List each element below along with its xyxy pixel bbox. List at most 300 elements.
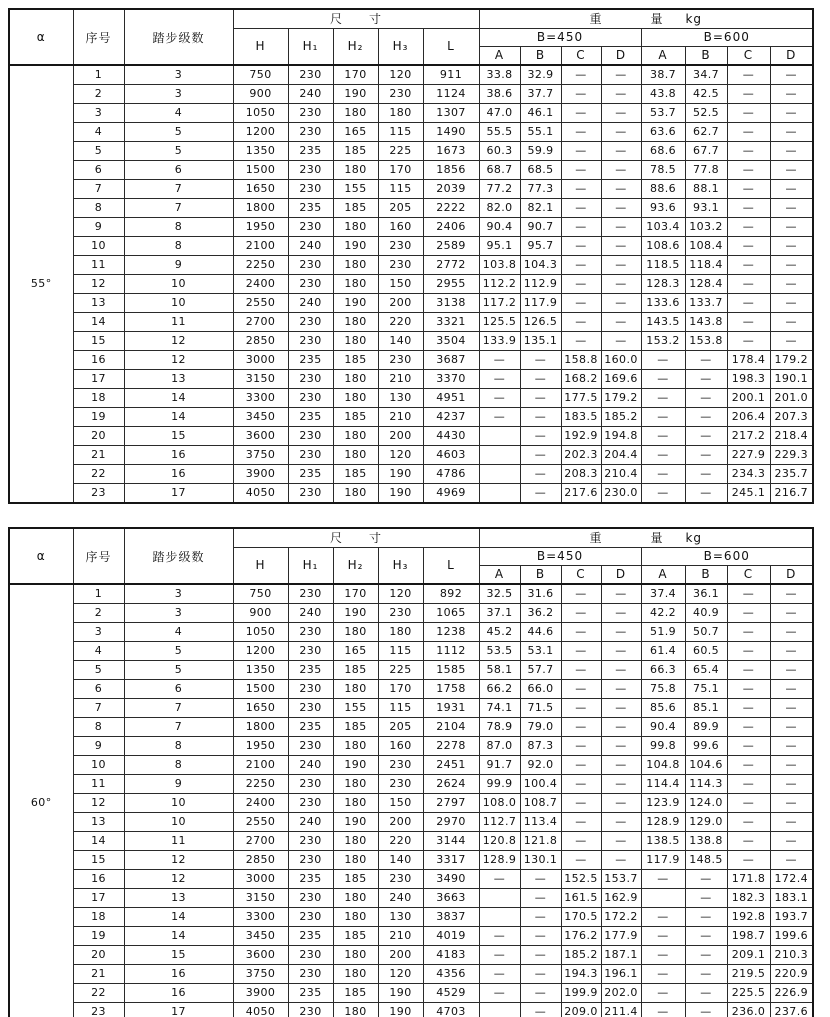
table-cell: 82.0 [479, 199, 520, 218]
header-col-d-450: D [601, 565, 641, 584]
table-cell: 185 [333, 718, 378, 737]
table-cell: 11 [124, 832, 233, 851]
table-cell: — [561, 604, 601, 623]
table-cell: — [479, 965, 520, 984]
table-cell: 230 [288, 370, 333, 389]
table-cell: — [641, 427, 685, 446]
table-cell: 5 [124, 123, 233, 142]
table-cell: — [479, 351, 520, 370]
table-cell: 230 [288, 889, 333, 908]
table-cell: — [685, 1003, 727, 1017]
header-dimensions [233, 528, 479, 547]
table-cell: 66.2 [479, 680, 520, 699]
table-cell: 1 [73, 65, 124, 85]
table-cell: 900 [233, 85, 288, 104]
weight-title-part: 量 [650, 531, 664, 546]
table-cell: 230 [288, 908, 333, 927]
table-cell: 2039 [423, 180, 479, 199]
table-cell: 190 [333, 237, 378, 256]
table-cell: 68.6 [641, 142, 685, 161]
table-cell: — [727, 775, 770, 794]
table-cell: 3 [124, 65, 233, 85]
table-cell: 3900 [233, 984, 288, 1003]
table-cell: 235.7 [770, 465, 813, 484]
table-cell: — [561, 623, 601, 642]
table-cell: 123.9 [641, 794, 685, 813]
table-cell: 750 [233, 584, 288, 604]
table-cell: 200 [378, 813, 423, 832]
weight-title-part: 量 [650, 12, 664, 27]
table-cell: 6 [124, 161, 233, 180]
table-cell: — [770, 813, 813, 832]
table-cell: — [520, 1003, 561, 1017]
table-cell: 16 [124, 465, 233, 484]
table-cell: 194.3 [561, 965, 601, 984]
table-cell: 230 [288, 427, 333, 446]
table-cell: — [727, 313, 770, 332]
table-cell: 185.2 [561, 946, 601, 965]
header-col-a-600: A [641, 565, 685, 584]
table-cell: 82.1 [520, 199, 561, 218]
table-cell: — [727, 123, 770, 142]
header-serial-number: 序号 [73, 528, 124, 584]
table-cell: — [727, 642, 770, 661]
table-cell: 1050 [233, 104, 288, 123]
table-cell: — [685, 446, 727, 465]
table-cell: — [561, 104, 601, 123]
table-cell: 91.7 [479, 756, 520, 775]
table-cell: 55.5 [479, 123, 520, 142]
table-cell: — [770, 661, 813, 680]
header-alpha: α [9, 528, 73, 584]
table-cell: 3138 [423, 294, 479, 313]
table-cell: 16 [124, 965, 233, 984]
table-row [9, 680, 813, 699]
table-cell: 199.9 [561, 984, 601, 1003]
table-cell: 34.7 [685, 65, 727, 85]
table-cell: 31.6 [520, 584, 561, 604]
table-row [9, 927, 813, 946]
table-cell: — [520, 984, 561, 1003]
table-cell: 230 [288, 275, 333, 294]
table-cell: 1124 [423, 85, 479, 104]
table-cell: 190 [378, 1003, 423, 1017]
table-cell: 2100 [233, 237, 288, 256]
table-cell: 185 [333, 351, 378, 370]
table-cell: 4 [73, 123, 124, 142]
header-b450: B=450 [479, 547, 641, 565]
table-cell: 3 [124, 584, 233, 604]
table-row [9, 699, 813, 718]
table-cell: 4019 [423, 927, 479, 946]
table-cell: 133.9 [479, 332, 520, 351]
table-row [9, 718, 813, 737]
table-cell: 8 [124, 237, 233, 256]
table-cell: 7 [124, 180, 233, 199]
table-cell: — [561, 332, 601, 351]
table-cell: — [727, 737, 770, 756]
table-cell: 169.6 [601, 370, 641, 389]
table-cell: 113.4 [520, 813, 561, 832]
table-cell: — [561, 218, 601, 237]
table-cell: 180 [333, 889, 378, 908]
table-cell: 4951 [423, 389, 479, 408]
table-cell: 230 [288, 256, 333, 275]
table-cell: 230 [378, 85, 423, 104]
table-cell: 230 [288, 946, 333, 965]
table-cell: — [770, 832, 813, 851]
table-cell: 20 [73, 946, 124, 965]
table-cell: 112.9 [520, 275, 561, 294]
table-cell: 4703 [423, 1003, 479, 1017]
table-cell: 180 [333, 161, 378, 180]
table-cell: 99.6 [685, 737, 727, 756]
table-cell: 161.5 [561, 889, 601, 908]
table-row [9, 946, 813, 965]
table-cell: 230 [288, 1003, 333, 1017]
table-cell: — [727, 832, 770, 851]
table-cell: 128.9 [479, 851, 520, 870]
table-cell: 198.7 [727, 927, 770, 946]
table-cell: 12 [124, 351, 233, 370]
table-cell: 179.2 [601, 389, 641, 408]
table-cell: 2451 [423, 756, 479, 775]
table-cell: — [727, 584, 770, 604]
table-cell: 1238 [423, 623, 479, 642]
table-cell: 128.4 [685, 275, 727, 294]
header-dim-h: H [233, 547, 288, 584]
table-cell: 230 [288, 313, 333, 332]
table-cell: 104.8 [641, 756, 685, 775]
table-cell: 21 [73, 446, 124, 465]
table-cell: — [727, 85, 770, 104]
table-cell: 180 [333, 389, 378, 408]
table-cell: 153.7 [601, 870, 641, 889]
table-cell: 118.4 [685, 256, 727, 275]
table-cell: 1350 [233, 661, 288, 680]
header-b600: B=600 [641, 547, 813, 565]
table-row [9, 142, 813, 161]
table-cell: 18 [73, 908, 124, 927]
dimensions-title-char: 尺 [329, 12, 343, 27]
table-cell: 115 [378, 180, 423, 199]
table-cell: 172.4 [770, 870, 813, 889]
table-cell: 235 [288, 984, 333, 1003]
table-cell: — [685, 370, 727, 389]
table-cell: — [727, 332, 770, 351]
table-cell: 103.4 [641, 218, 685, 237]
table-cell: 202.0 [601, 984, 641, 1003]
table-cell: — [601, 584, 641, 604]
table-cell: 51.9 [641, 623, 685, 642]
table-row [9, 389, 813, 408]
table-cell: 65.4 [685, 661, 727, 680]
table-cell: 11 [124, 313, 233, 332]
table-cell: 177.9 [601, 927, 641, 946]
table-cell: 171.8 [727, 870, 770, 889]
table-row [9, 851, 813, 870]
table-cell: 160 [378, 218, 423, 237]
table-cell: 230 [288, 180, 333, 199]
table-cell: 135.1 [520, 332, 561, 351]
table-cell: 230 [288, 794, 333, 813]
table-row [9, 256, 813, 275]
table-cell: — [561, 180, 601, 199]
table-cell: — [770, 680, 813, 699]
table-cell: 12 [73, 794, 124, 813]
table-cell: 217.2 [727, 427, 770, 446]
table-cell: — [641, 908, 685, 927]
table-cell: 36.1 [685, 584, 727, 604]
table-cell: — [641, 870, 685, 889]
header-col-b-600: B [685, 46, 727, 65]
table-cell: 200 [378, 294, 423, 313]
table-cell: 5 [73, 661, 124, 680]
table-cell: 75.8 [641, 680, 685, 699]
table-cell: — [601, 275, 641, 294]
table-cell: — [479, 408, 520, 427]
table-cell: 3321 [423, 313, 479, 332]
table-cell: 8 [124, 756, 233, 775]
table-cell: 180 [333, 313, 378, 332]
table-cell: 140 [378, 332, 423, 351]
table-cell: 230 [288, 446, 333, 465]
table-cell: 47.0 [479, 104, 520, 123]
table-cell: 3 [73, 623, 124, 642]
table-cell: 15 [73, 851, 124, 870]
table-cell: 180 [333, 446, 378, 465]
table-cell: 230 [378, 256, 423, 275]
table-cell: 165 [333, 642, 378, 661]
table-cell: 240 [288, 294, 333, 313]
table-cell: 2850 [233, 332, 288, 351]
table-cell: — [685, 889, 727, 908]
table-cell: — [601, 756, 641, 775]
table-cell: — [770, 851, 813, 870]
table-cell: 99.8 [641, 737, 685, 756]
table-cell: 59.9 [520, 142, 561, 161]
table-cell: 200 [378, 427, 423, 446]
table-cell: 38.6 [479, 85, 520, 104]
table-cell: 90.4 [479, 218, 520, 237]
table-cell: 20 [73, 427, 124, 446]
table-cell: — [601, 661, 641, 680]
table-cell: — [561, 294, 601, 313]
table-cell: 230 [288, 737, 333, 756]
table-cell: — [641, 965, 685, 984]
table-cell: — [520, 465, 561, 484]
table-cell: 133.6 [641, 294, 685, 313]
table-cell: 162.9 [601, 889, 641, 908]
table-cell: 230 [378, 351, 423, 370]
table-cell: — [561, 737, 601, 756]
table-cell: 180 [333, 104, 378, 123]
table-cell: 77.3 [520, 180, 561, 199]
table-cell: 6 [124, 680, 233, 699]
table-cell: 183.5 [561, 408, 601, 427]
table-cell: 4 [124, 623, 233, 642]
table-cell: 3 [73, 104, 124, 123]
table-cell [479, 1003, 520, 1017]
table-cell: 182.3 [727, 889, 770, 908]
table-cell: 77.8 [685, 161, 727, 180]
table-cell: — [601, 256, 641, 275]
table-cell: 180 [378, 623, 423, 642]
table-cell: 230 [378, 237, 423, 256]
table-cell: 158.8 [561, 351, 601, 370]
header-dim-h: H [233, 28, 288, 65]
table-cell: 103.2 [685, 218, 727, 237]
table-cell: 108.4 [685, 237, 727, 256]
table-cell: 90.4 [641, 718, 685, 737]
table-cell [479, 427, 520, 446]
table-cell: 2250 [233, 256, 288, 275]
table-cell: 79.0 [520, 718, 561, 737]
table-cell: 230 [288, 65, 333, 85]
table-cell: 230 [288, 680, 333, 699]
table-cell: 217.6 [561, 484, 601, 504]
table-cell: — [601, 332, 641, 351]
table-cell: 88.1 [685, 180, 727, 199]
alpha-value: 60° [9, 584, 73, 1017]
table-cell: 2850 [233, 851, 288, 870]
weight-title-part: kg [685, 530, 703, 545]
table-cell: 1500 [233, 161, 288, 180]
table-cell: 190 [333, 813, 378, 832]
table-cell: 3300 [233, 389, 288, 408]
table-row [9, 351, 813, 370]
table-cell: 2550 [233, 294, 288, 313]
header-col-a-600: A [641, 46, 685, 65]
table-row [9, 65, 813, 85]
table-cell [641, 889, 685, 908]
table-cell: 172.2 [601, 908, 641, 927]
table-cell: 230 [288, 775, 333, 794]
table-cell: — [727, 661, 770, 680]
table-cell: 208.3 [561, 465, 601, 484]
table-cell: — [601, 218, 641, 237]
table-cell [479, 484, 520, 504]
table-cell: 187.1 [601, 946, 641, 965]
table-cell: 180 [333, 737, 378, 756]
table-cell: 2104 [423, 718, 479, 737]
table-row [9, 104, 813, 123]
table-row [9, 870, 813, 889]
table-cell: — [520, 484, 561, 504]
table-cell: — [770, 85, 813, 104]
table-cell: 12 [124, 851, 233, 870]
table-cell: 44.6 [520, 623, 561, 642]
table-cell: — [520, 965, 561, 984]
table-cell: 103.8 [479, 256, 520, 275]
table-cell: 200.1 [727, 389, 770, 408]
table-row [9, 832, 813, 851]
table-cell: 4603 [423, 446, 479, 465]
table-cell: 16 [73, 870, 124, 889]
table-cell: — [727, 275, 770, 294]
table-cell: 237.6 [770, 1003, 813, 1017]
table-cell: 2772 [423, 256, 479, 275]
table-row [9, 218, 813, 237]
table-cell: — [479, 870, 520, 889]
table-cell: 9 [124, 256, 233, 275]
table-cell: 108.0 [479, 794, 520, 813]
weight-title-part: 重 [589, 12, 603, 27]
table-cell: 10 [124, 813, 233, 832]
table-cell: — [770, 623, 813, 642]
table-cell: 37.4 [641, 584, 685, 604]
table-cell: — [727, 718, 770, 737]
table-cell: 180 [333, 370, 378, 389]
table-cell: 3450 [233, 927, 288, 946]
table-cell: — [601, 813, 641, 832]
table-cell: 1856 [423, 161, 479, 180]
table-cell: — [685, 408, 727, 427]
table-cell: 33.8 [479, 65, 520, 85]
table-cell: 2 [73, 604, 124, 623]
table-cell: 2955 [423, 275, 479, 294]
table-cell: 150 [378, 275, 423, 294]
table-cell: 50.7 [685, 623, 727, 642]
table-cell: 235 [288, 661, 333, 680]
table-cell [479, 908, 520, 927]
table-cell: 210 [378, 370, 423, 389]
table-cell: — [520, 946, 561, 965]
table-cell: 206.4 [727, 408, 770, 427]
table-cell: 170 [333, 65, 378, 85]
table-cell: 170 [333, 584, 378, 604]
table-cell: 177.5 [561, 389, 601, 408]
table-cell: — [520, 908, 561, 927]
table-row [9, 965, 813, 984]
table-cell: 180 [333, 1003, 378, 1017]
header-dim-h3: H₃ [378, 547, 423, 584]
table-cell: — [770, 756, 813, 775]
table-cell: 160.0 [601, 351, 641, 370]
table-cell: — [770, 718, 813, 737]
table-cell: 165 [333, 123, 378, 142]
table-cell: — [601, 623, 641, 642]
table-cell: 204.4 [601, 446, 641, 465]
table-cell: 230.0 [601, 484, 641, 504]
table-cell: 185 [333, 661, 378, 680]
table-cell: 1800 [233, 718, 288, 737]
table-cell: — [770, 275, 813, 294]
table-cell: 160 [378, 737, 423, 756]
table-cell: 202.3 [561, 446, 601, 465]
table-row [9, 889, 813, 908]
header-dim-h3: H₃ [378, 28, 423, 65]
table-cell: — [561, 256, 601, 275]
table-cell: — [727, 161, 770, 180]
table-cell: 190 [378, 984, 423, 1003]
table-cell: 180 [333, 832, 378, 851]
table-row [9, 313, 813, 332]
table-cell: 230 [288, 123, 333, 142]
table-cell: 4050 [233, 484, 288, 504]
table-cell: 7 [124, 718, 233, 737]
table-cell: 117.9 [520, 294, 561, 313]
table-cell: — [561, 794, 601, 813]
table-cell: 183.1 [770, 889, 813, 908]
table-cell: 1200 [233, 642, 288, 661]
table-cell: — [479, 370, 520, 389]
table-cell: 240 [378, 889, 423, 908]
table-cell: 11 [73, 256, 124, 275]
table-cell: 45.2 [479, 623, 520, 642]
table-cell: 15 [73, 332, 124, 351]
table-cell: 3000 [233, 351, 288, 370]
